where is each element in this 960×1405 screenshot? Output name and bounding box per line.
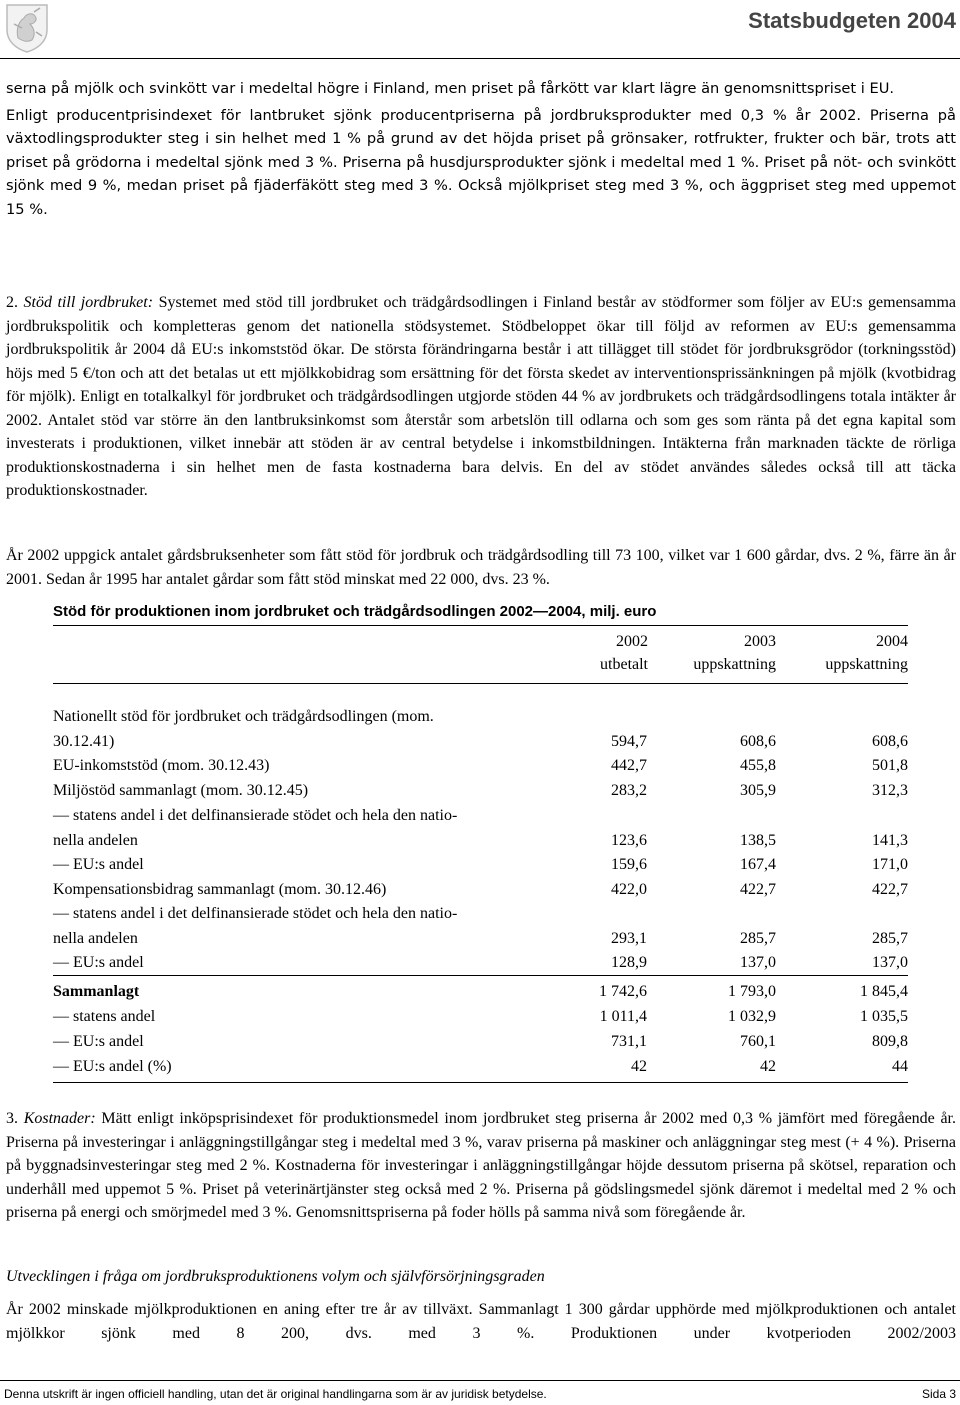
cell-2002: 1 011,4 — [599, 1008, 647, 1025]
paragraph-6: År 2002 minskade mjölkproduktionen en aning efter tre år av tillväxt. Sammanlagt 1 300 gårdar upphörde med mjölkproduktionen och antalet mjölkkor sjönk med 8 200, dvs. med 3 %. Produktionen under kvotperioden 2002/2003 — [6, 1301, 956, 1342]
footer-divider — [0, 1380, 960, 1381]
cell-2003: 137,0 — [740, 954, 776, 971]
row-label: — statens andel — [53, 1008, 156, 1025]
row-label: Miljöstöd sammanlagt (mom. 30.12.45) — [53, 782, 309, 799]
row-label-cont: nella andelen — [53, 831, 138, 849]
cell-2003: 285,7 — [740, 929, 776, 947]
cell-2002: 42 — [631, 1058, 647, 1075]
section-2 — [6, 291, 956, 503]
cell-2002: 128,9 — [611, 954, 647, 971]
column-sub: uppskattning — [693, 656, 776, 673]
row-label: Sammanlagt — [53, 983, 140, 1000]
row-label-cont: 30.12.41) — [53, 732, 115, 750]
table-bottom-rule — [53, 1082, 908, 1083]
page-number: Sida 3 — [921, 1387, 956, 1401]
section-3-number: 3. — [6, 1110, 24, 1127]
document-title: Statsbudgeten 2004 — [748, 8, 956, 33]
cell-2003: 138,5 — [740, 831, 776, 849]
row-label: — EU:s andel (%) — [53, 1058, 172, 1075]
row-label-cont: nella andelen — [53, 929, 138, 947]
cell-2004: 1 035,5 — [860, 1008, 908, 1025]
table-top-rule — [53, 625, 908, 626]
cell-2003: 455,8 — [740, 757, 776, 774]
cell-2004: 501,8 — [872, 757, 908, 774]
row-label: — statens andel i det delfinansierade stödet och hela den natio- — [53, 807, 458, 824]
row-label: — EU:s andel — [53, 856, 144, 873]
section-3 — [6, 1107, 956, 1225]
section-3-text: Mätt enligt inköpsprisindexet för produktionsmedel inom jordbruket steg priserna år 2002 med 0,3 % jämfört med föregående år. Priserna på investeringar i anläggningstillgångar steg i medeltal med 3 %, varav priserna på maskiner och anläggningar steg mest (+ 4 %). Priserna på byggnadsinvesteringar steg med 2 %. Kostnaderna för investeringar i anläggningstillgångar höjde dessutom priserna på skötsel, reparation och underhåll med uppemot 5 %. Priset på veterinärtjänster steg också med 2 %. Priserna på gödslingsmedel sjönk däremot i medeltal med 2 % och priserna på energi och smörjmedel med 3 %. Genomsnittspriserna på foder hölls på samma nivå som föregående år. — [6, 1110, 957, 1221]
header-divider — [0, 58, 960, 59]
cell-2004: 44 — [892, 1058, 908, 1075]
paragraph-0: serna på mjölk och svinkött var i medeltal högre i Finland, men priset på fårkött var klart lägre än genomsnittspriset i EU. — [6, 80, 895, 97]
cell-2002: 1 742,6 — [599, 983, 647, 1000]
cell-2002: 293,1 — [611, 929, 647, 947]
footer-disclaimer: Denna utskrift är ingen officiell handling, utan det är original handlingarna som är av juridisk betydelse. — [4, 1387, 547, 1401]
section-2-number: 2. — [6, 294, 24, 311]
table-header-2002 — [518, 630, 648, 676]
section-2-heading: Stöd till jordbruket: — [23, 294, 154, 311]
row-label: Kompensationsbidrag sammanlagt (mom. 30.12.46) — [53, 881, 387, 898]
page-header — [0, 0, 960, 58]
column-year: 2004 — [876, 633, 908, 650]
paragraph-farms — [6, 544, 956, 591]
paragraph-prices — [6, 77, 956, 221]
cell-2004: 608,6 — [872, 732, 908, 750]
cell-2003: 42 — [760, 1058, 776, 1075]
cell-2004: 422,7 — [872, 881, 908, 898]
cell-2002: 283,2 — [611, 782, 647, 799]
paragraph-1: Enligt producentprisindexet för lantbruket sjönk producentpriserna på jordbruksprodukter med 0,3 % år 2002. Priserna på växtodlingsprodukter steg i sin helhet med 1 % på grund av det höjda priset på grönsaker, rotfrukter, frukter och bär, trots att priset på grödorna i medeltal sjönk med 3 %. Priserna på husdjursprodukter sjönk i medeltal med 1 %. Priset på nöt- och svinkött sjönk med 9 %, medan priset på fjäderfäkött steg med 3 %. Också mjölkpriset steg med 3 %, och äggpriset steg med uppemot 15 %. — [6, 106, 956, 218]
column-year: 2002 — [616, 633, 648, 650]
table-header-2003 — [646, 630, 776, 676]
cell-2002: 123,6 — [611, 831, 647, 849]
subheading-volume — [6, 1265, 956, 1289]
row-label: EU-inkomststöd (mom. 30.12.43) — [53, 757, 270, 774]
cell-2004: 1 845,4 — [860, 983, 908, 1000]
table-title: Stöd för produktionen inom jordbruket och trädgårdsodlingen 2002—2004, milj. euro — [53, 603, 657, 620]
cell-2004: 137,0 — [872, 954, 908, 971]
subheading-text: Utvecklingen i fråga om jordbruksproduktionens volym och självförsörjningsgraden — [6, 1268, 545, 1285]
cell-2003: 760,1 — [740, 1033, 776, 1050]
cell-2002: 422,0 — [611, 881, 647, 898]
cell-2004: 285,7 — [872, 929, 908, 947]
section-3-heading: Kostnader: — [23, 1110, 96, 1127]
cell-2002: 159,6 — [611, 856, 647, 873]
coat-of-arms-logo — [4, 2, 50, 54]
row-label: — statens andel i det delfinansierade stödet och hela den natio- — [53, 905, 458, 922]
cell-2004: 171,0 — [872, 856, 908, 873]
paragraph-milk — [6, 1298, 956, 1345]
cell-2002: 442,7 — [611, 757, 647, 774]
cell-2002: 594,7 — [611, 732, 647, 750]
cell-2004: 141,3 — [872, 831, 908, 849]
row-label: — EU:s andel — [53, 1033, 144, 1050]
cell-2003: 1 032,9 — [728, 1008, 776, 1025]
column-sub: utbetalt — [600, 656, 648, 673]
table-subtotal-rule — [53, 975, 908, 976]
cell-2003: 422,7 — [740, 881, 776, 898]
row-label: Nationellt stöd för jordbruket och trädgårdsodlingen (mom. — [53, 708, 434, 725]
section-2-text: Systemet med stöd till jordbruket och trädgårdsodlingen i Finland består av stödformer som följer av EU:s gemensamma jordbrukspolitik och kompletteras genom det nationella stödsystemet. Stödbeloppet ökar till följd av reformen av EU:s gemensamma jordbrukspolitik år 2004 då EU:s inkomststöd ökar. De största förändringarna består i att tillägget till stödet för jordbruksgrödor (torkningsstöd) höjs med 5 €/ton och att det betalas ut ett mjölkkobidrag som ersättning för det första skedet av interventionsprissänkningen på mjölk (kvotbidrag för mjölk). Enligt en totalkalkyl för jordbruket och trädgårdsodlingen utgjorde stöden 44 % av jordbrukets och trädgårdsodlingens totala intäkter år 2002. Antalet stöd var större än den lantbruksinkomst som återstår som arbetslön till odlarna och som ges som ränta på det egna kapital som investerats i produktionen, vilket innebär att stöden är av central betydelse i inkomstbildningen. Intäkterna från marknaden täckte de rörliga produktionskostnaderna i sin helhet men de fasta kostnaderna bara delvis. En del av stödet användes således också till att täcka produktionskostnader. — [6, 294, 956, 499]
cell-2003: 608,6 — [740, 732, 776, 750]
cell-2004: 312,3 — [872, 782, 908, 799]
column-year: 2003 — [744, 633, 776, 650]
row-label: — EU:s andel — [53, 954, 144, 971]
cell-2002: 731,1 — [611, 1033, 647, 1050]
cell-2003: 1 793,0 — [728, 983, 776, 1000]
cell-2004: 809,8 — [872, 1033, 908, 1050]
table-header-rule — [53, 683, 908, 684]
table-header-2004 — [778, 630, 908, 676]
cell-2003: 305,9 — [740, 782, 776, 799]
cell-2003: 167,4 — [740, 856, 776, 873]
column-sub: uppskattning — [825, 656, 908, 673]
paragraph-3: År 2002 uppgick antalet gårdsbruksenheter som fått stöd för jordbruk och trädgårdsodling till 73 100, vilket var 1 600 gårdar, dvs. 2 %, färre än år 2001. Sedan år 1995 har antalet gårdar som fått stöd minskat med 22 000, dvs. 23 %. — [6, 547, 956, 588]
